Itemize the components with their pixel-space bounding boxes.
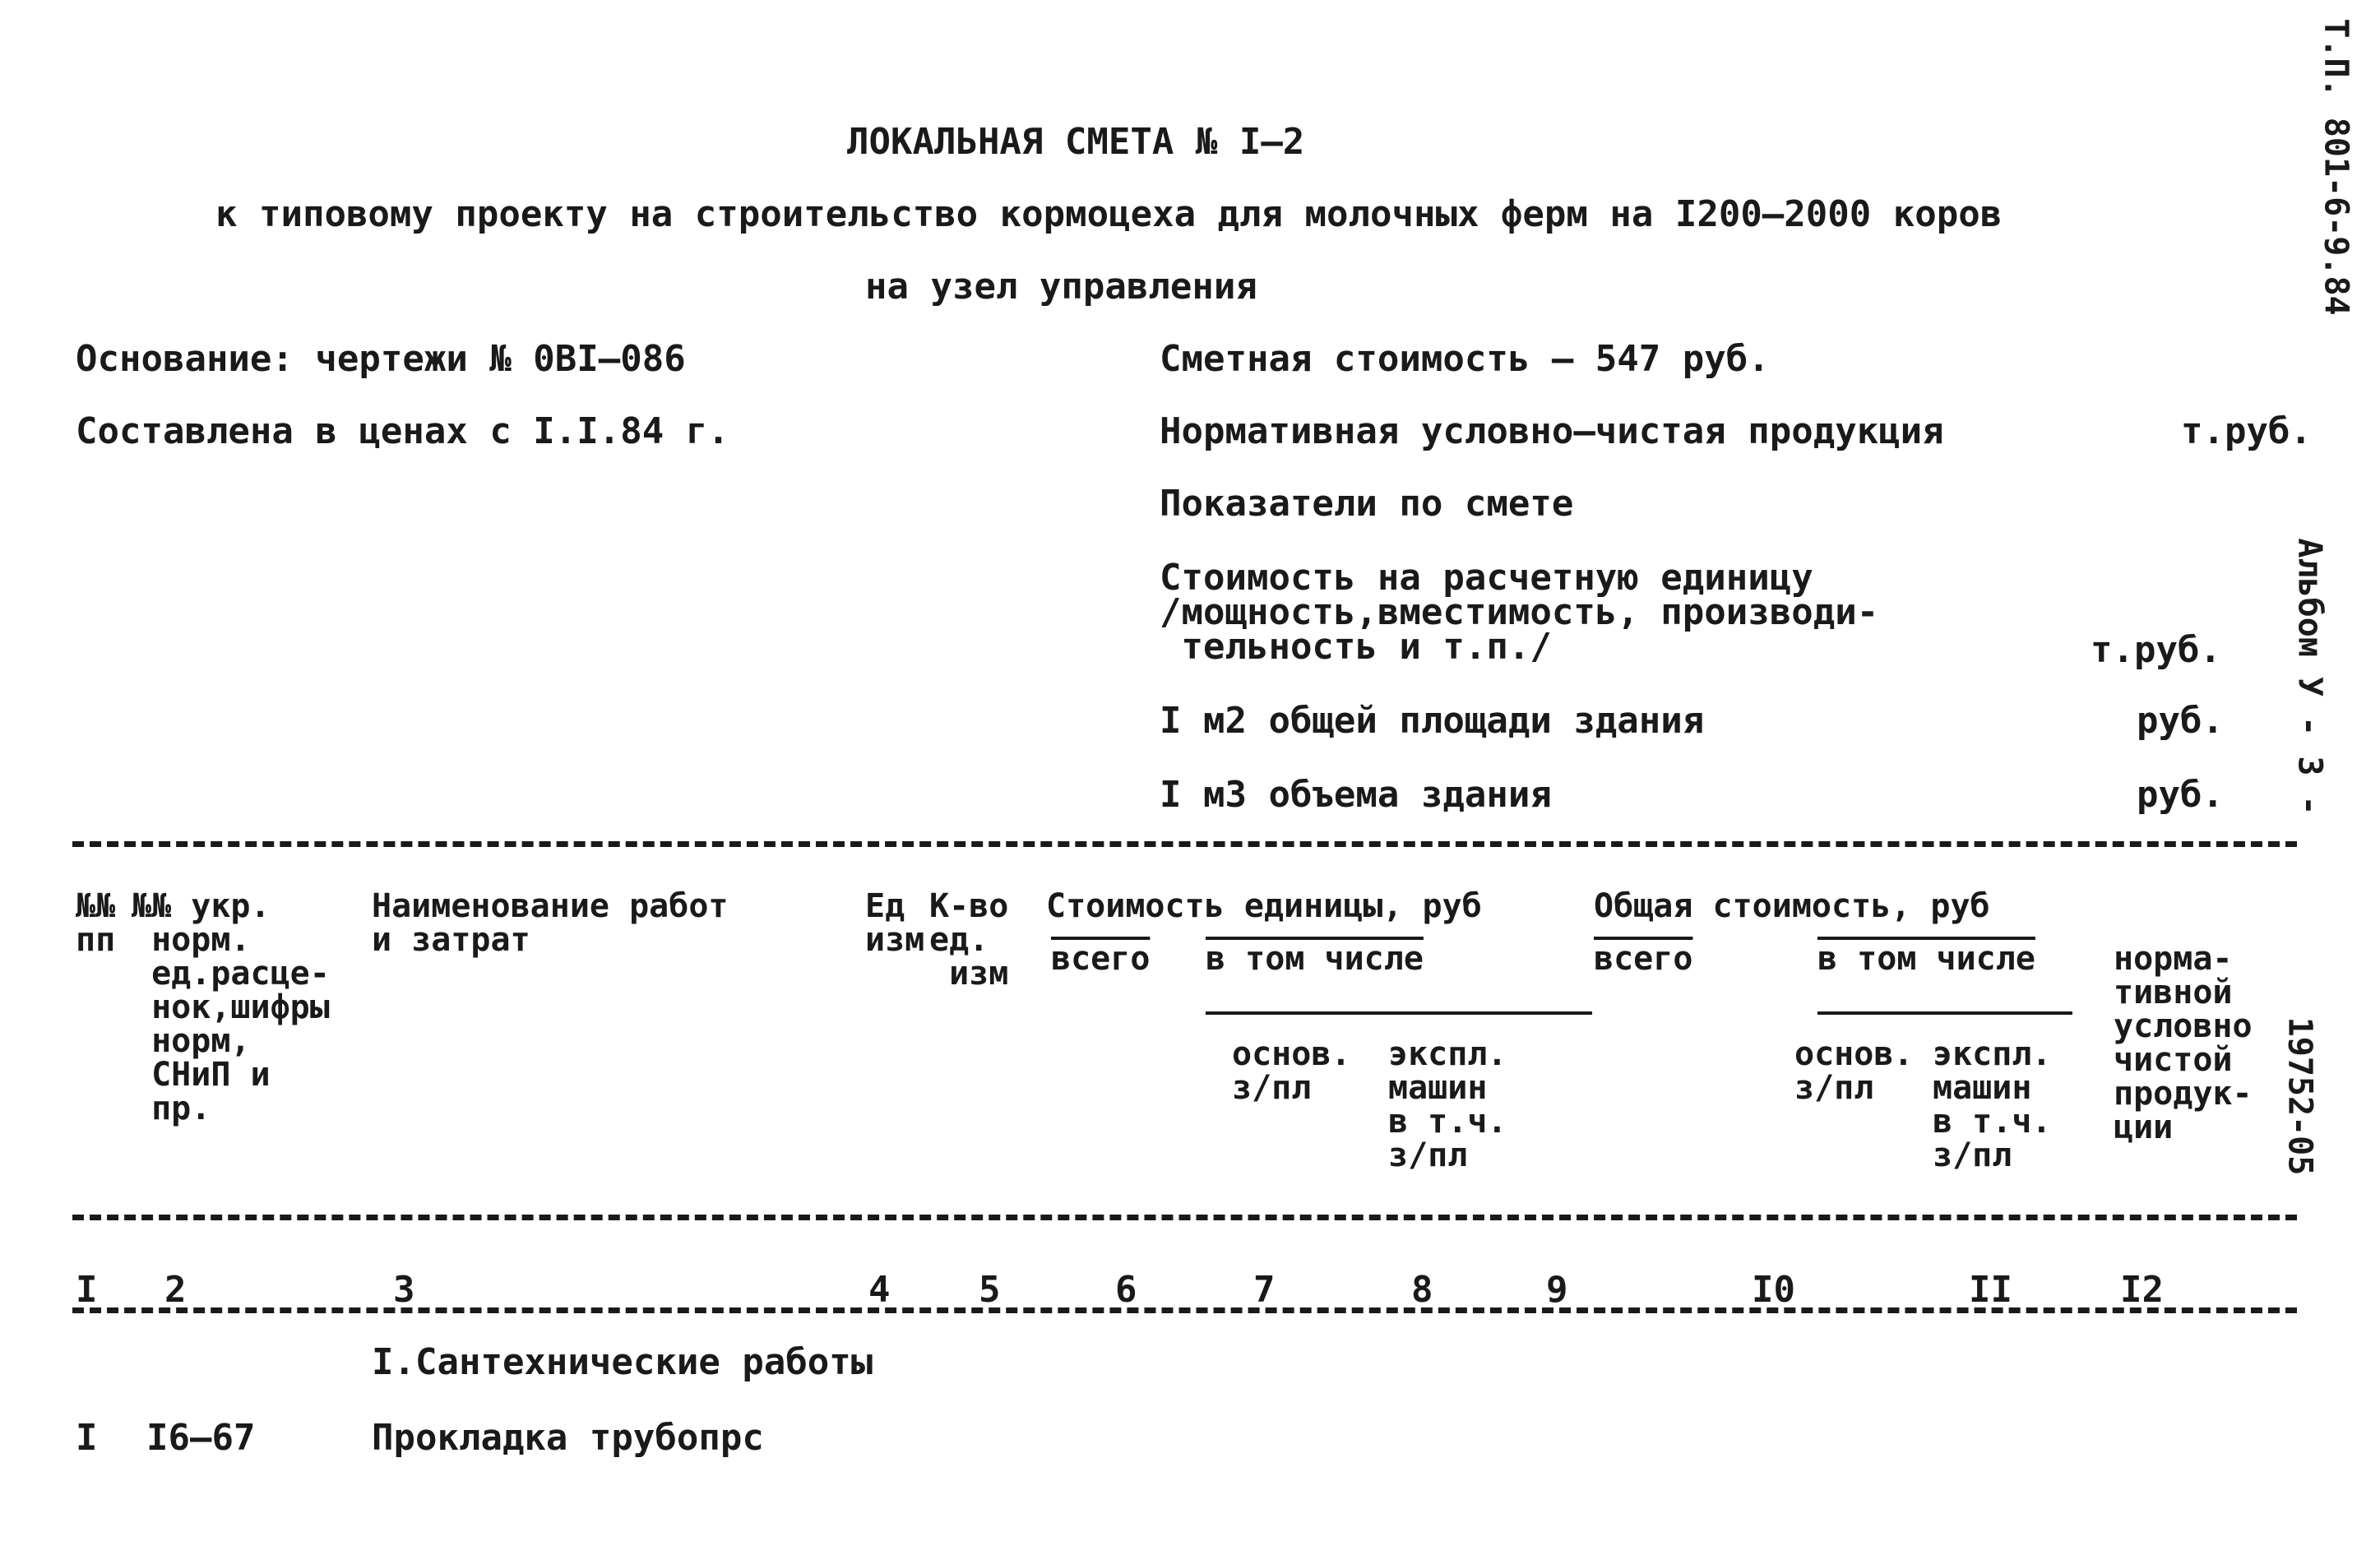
col-header-code: №№ укр. норм. ед.расце- нок,шифры норм, СНиП и пр. xyxy=(132,887,330,1127)
m2-unit: руб. xyxy=(2137,700,2224,742)
m3-unit: руб. xyxy=(2137,774,2224,816)
col-header-unit-total: всего xyxy=(1051,940,1151,978)
col-number: 4 xyxy=(868,1269,891,1311)
col-number: II xyxy=(1969,1269,2012,1311)
unit-cost-line1: Стоимость на расчетную единицу xyxy=(1160,557,1813,599)
col-number: 6 xyxy=(1115,1269,1137,1311)
col-header-qty: К-во ед. изм xyxy=(929,887,1009,993)
side-project-code: Т.П. 801-6-9.84 xyxy=(2317,18,2355,316)
m3-label: I м3 объема здания xyxy=(1160,774,1552,816)
col-header-total-wage: основ. з/пл xyxy=(1794,1035,1914,1107)
divider-header-bottom xyxy=(72,1215,2297,1220)
section-title: I.Сантехнические работы xyxy=(372,1341,873,1383)
side-code: 19752-05 xyxy=(2280,1016,2319,1176)
doc-object: на узел управления xyxy=(865,266,1257,308)
col-number: 5 xyxy=(979,1269,1001,1311)
col-header-npp: норма- тивной условно чистой продук- ции xyxy=(2114,940,2253,1146)
col-number: I0 xyxy=(1752,1269,1795,1311)
unit-cost-line3: тельность и т.п./ xyxy=(1160,626,1552,668)
col-number: I2 xyxy=(2120,1269,2164,1311)
row-name: Прокладка трубопрс xyxy=(372,1417,764,1459)
col-number: 3 xyxy=(393,1269,415,1311)
prices-line: Составлена в ценах с I.I.84 г. xyxy=(76,410,729,452)
indicators-label: Показатели по смете xyxy=(1160,483,1574,525)
doc-title: ЛОКАЛЬНАЯ СМЕТА № I–2 xyxy=(847,121,1305,163)
col-header-total-incl: в том числе xyxy=(1817,940,2035,978)
unit-incl-underline xyxy=(1206,1011,1592,1015)
npp-unit: т.руб. xyxy=(2181,410,2312,452)
col-header-total: всего xyxy=(1594,940,1693,978)
divider-top xyxy=(72,841,2297,847)
m2-label: I м2 общей площади здания xyxy=(1160,700,1705,742)
col-header-total-cost: Общая стоимость, руб xyxy=(1594,887,1990,925)
total-incl-underline xyxy=(1817,1011,2072,1015)
col-number: 2 xyxy=(164,1269,187,1311)
col-number: 7 xyxy=(1253,1269,1276,1311)
col-header-unit-cost: Стоимость единицы, руб xyxy=(1046,887,1482,925)
basis-line: Основание: чертежи № 0BI–086 xyxy=(76,338,686,380)
col-number: I xyxy=(76,1269,98,1311)
row-code: I6–67 xyxy=(146,1417,256,1459)
col-header-unit-machines: экспл. машин в т.ч. з/пл xyxy=(1388,1035,1507,1174)
estimated-cost: Сметная стоимость – 547 руб. xyxy=(1160,338,1770,380)
col-header-total-machines: экспл. машин в т.ч. з/пл xyxy=(1933,1035,2052,1174)
col-number: 8 xyxy=(1411,1269,1433,1311)
col-header-unit-wage: основ. з/пл xyxy=(1232,1035,1351,1107)
col-header-unit: Ед изм xyxy=(865,887,925,959)
unit-cost-line2: /мощность,вместимость, производи- xyxy=(1160,591,1879,633)
side-album: Альбом У - 3 - xyxy=(2290,538,2329,816)
col-header-name: Наименование работ и затрат xyxy=(372,887,729,959)
npp-label: Нормативная условно–чистая продукция xyxy=(1160,410,1944,452)
col-number: 9 xyxy=(1546,1269,1568,1311)
doc-subtitle: к типовому проекту на строительство кормоцеха для молочных ферм на I200–2000 коров xyxy=(215,193,2003,235)
col-header-num: №№ пп xyxy=(76,887,116,959)
unit-cost-unit: т.руб. xyxy=(2091,629,2221,671)
col-header-unit-incl: в том числе xyxy=(1206,940,1424,978)
row-num: I xyxy=(76,1417,98,1459)
